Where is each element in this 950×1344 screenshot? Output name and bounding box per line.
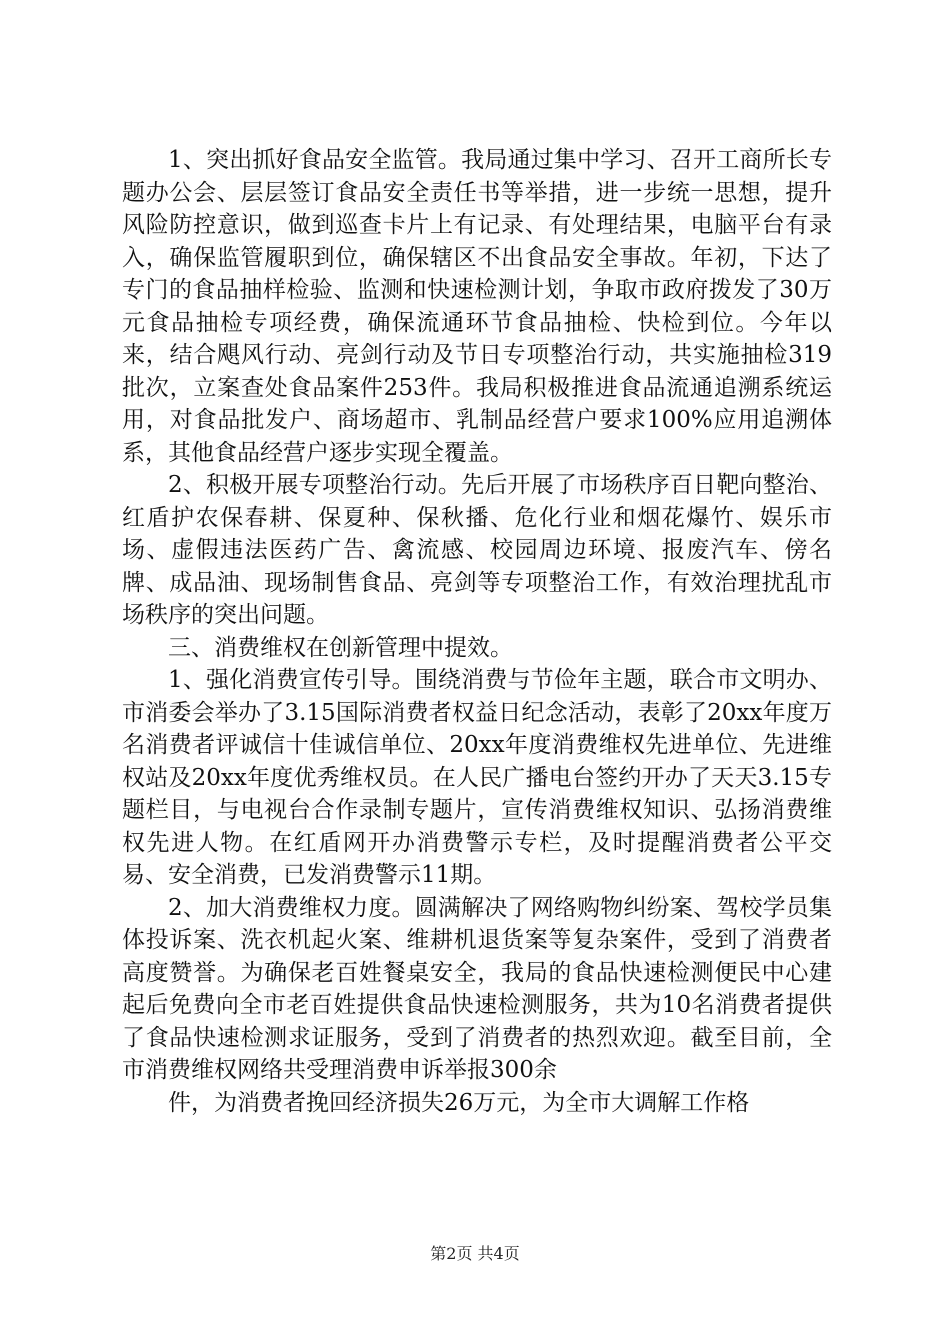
paragraph-consumer-publicity: 1、强化消费宣传引导。围绕消费与节俭年主题，联合市文明办、市消委会举办了3.15国际消费者权益日纪念活动，表彰了20xx年度万名消费者评诚信十佳诚信单位、20xx年度消费维权先进单位、先进维权站及20xx年度优秀维权员。在人民广播电台签约开办了天天3.15专题栏目，与电视台合作录制专题片，宣传消费维权知识、弘扬消费维权先进人物。在红盾网开办消费警示专栏，及时提醒消费者公平交易、安全消费，已发消费警示11期。 (122, 667, 832, 888)
document-body (122, 144, 832, 1119)
page-number-footer: 第2页 共4页 (430, 1244, 520, 1263)
paragraph-continuation: 件，为消费者挽回经济损失26万元，为全市大调解工作格 (168, 1089, 750, 1116)
paragraph-special-rectification: 2、积极开展专项整治行动。先后开展了市场秩序百日靶向整治、红盾护农保春耕、保夏种、保秋播、危化行业和烟花爆竹、娱乐市场、虚假违法医药广告、禽流感、校园周边环境、报废汽车、傍名牌、成品油、现场制售食品、亮剑等专项整治工作，有效治理扰乱市场秩序的突出问题。 (122, 472, 832, 628)
paragraph-food-safety: 1、突出抓好食品安全监管。我局通过集中学习、召开工商所长专题办公会、层层签订食品安全责任书等举措，进一步统一思想，提升风险防控意识，做到巡查卡片上有记录、有处理结果，电脑平台有录入，确保监管履职到位，确保辖区不出食品安全事故。年初，下达了专门的食品抽样检验、监测和快速检测计划，争取市政府拨发了30万元食品抽检专项经费，确保流通环节食品抽检、快检到位。今年以来，结合飓风行动、亮剑行动及节日专项整治行动，共实施抽检319批次，立案查处食品案件253件。我局积极推进食品流通追溯系统运用，对食品批发户、商场超市、乳制品经营户要求100%应用追溯体系，其他食品经营户逐步实现全覆盖。 (122, 147, 832, 466)
section-heading-consumer-rights: 三、消费维权在创新管理中提效。 (168, 634, 513, 661)
paragraph-consumer-rights-enforcement: 2、加大消费维权力度。圆满解决了网络购物纠纷案、驾校学员集体投诉案、洗衣机起火案、维耕机退货案等复杂案件，受到了消费者高度赞誉。为确保老百姓餐桌安全，我局的食品快速检测便民中心建起后免费向全市老百姓提供食品快速检测服务，共为10名消费者提供了食品快速检测求证服务，受到了消费者的热烈欢迎。截至目前，全市消费维权网络共受理消费申诉举报300余 (122, 894, 832, 1083)
